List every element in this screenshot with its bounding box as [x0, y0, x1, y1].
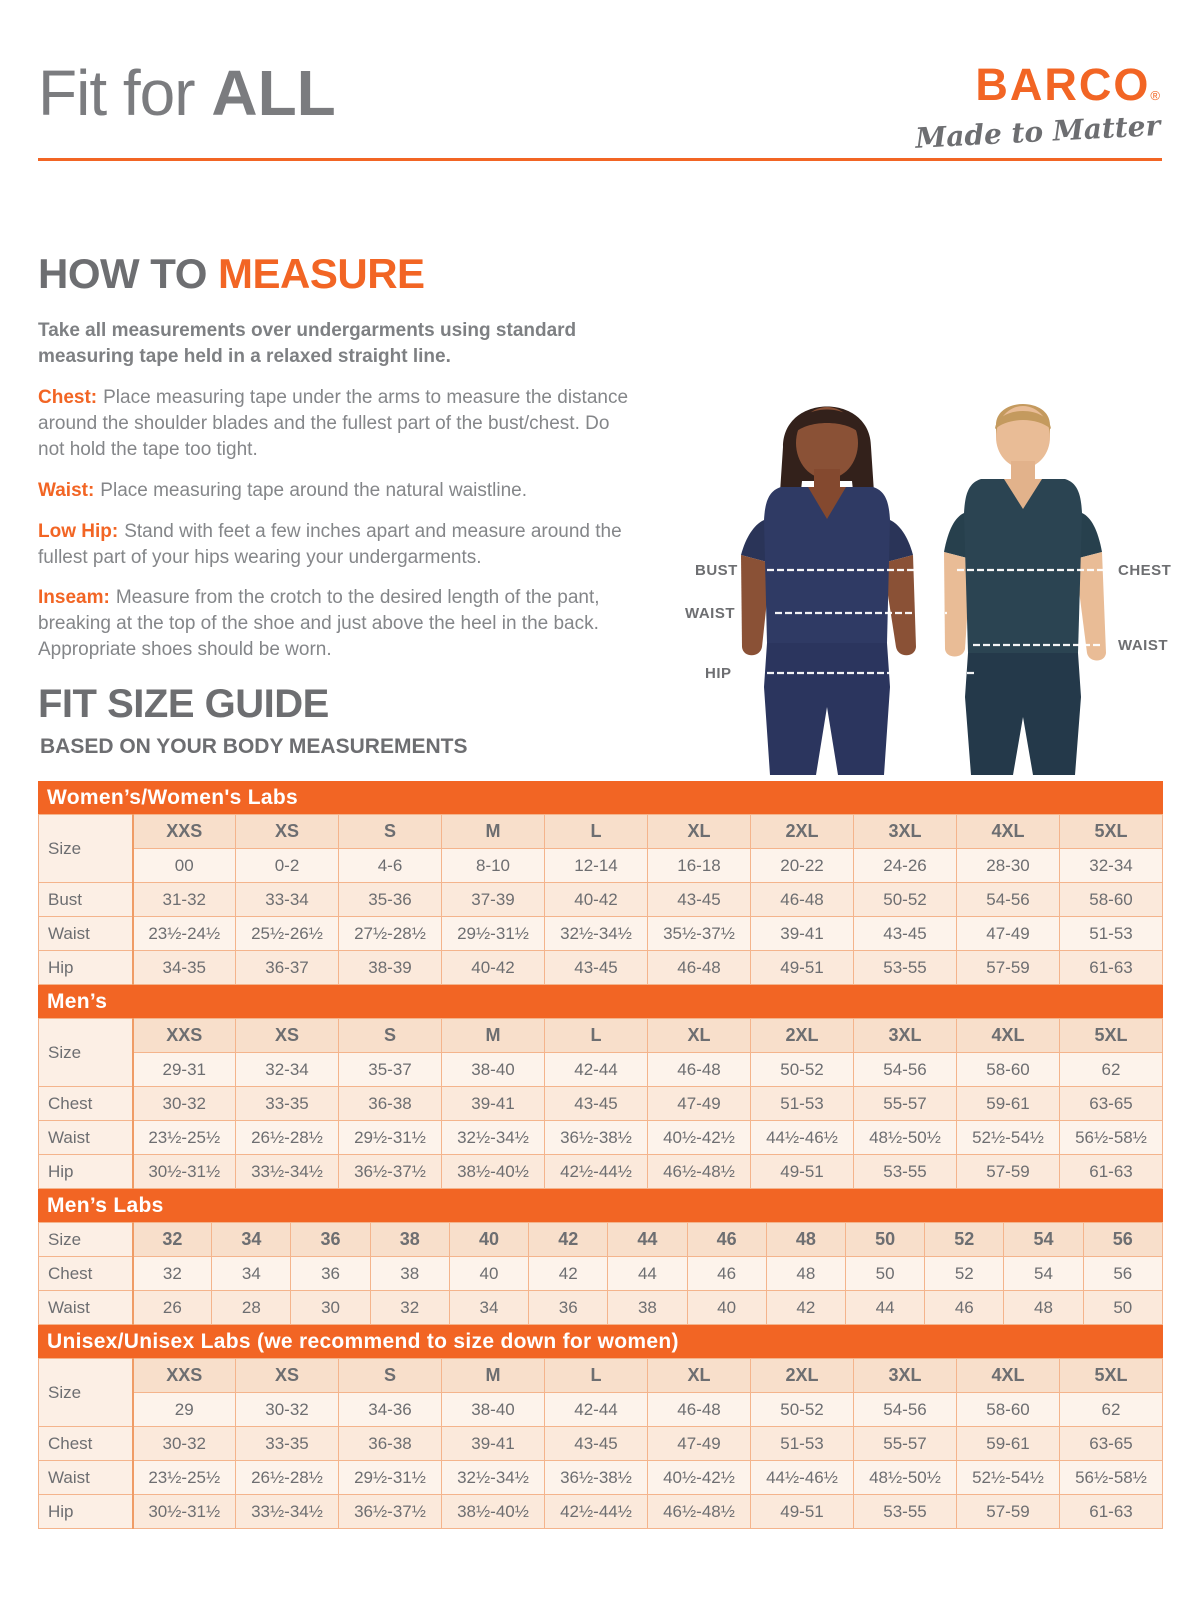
heading-gray-part: HOW TO [38, 250, 219, 297]
measurement-value-cell: 40½-42½ [648, 1121, 751, 1155]
numeric-size-cell: 34-36 [339, 1393, 442, 1427]
measurement-value-cell: 54 [1004, 1257, 1083, 1291]
measure-item-waist [38, 478, 633, 504]
size-header-cell: 44 [608, 1223, 687, 1257]
fit-size-guide-header [38, 682, 467, 759]
numeric-size-cell: 16-18 [648, 849, 751, 883]
measurement-value-cell: 50 [845, 1257, 924, 1291]
measurement-value-cell: 30½-31½ [133, 1155, 236, 1189]
fit-size-guide-title: FIT SIZE GUIDE [38, 682, 329, 726]
numeric-size-cell: 0-2 [236, 849, 339, 883]
size-header-cell: XL [648, 815, 751, 849]
row-label-cell: Waist [39, 917, 133, 951]
measurement-models-illustration [675, 385, 1175, 775]
size-header-cell: 38 [370, 1223, 449, 1257]
measurement-value-cell: 29½-31½ [442, 917, 545, 951]
measurement-value-cell: 55-57 [854, 1087, 957, 1121]
measurement-value-cell: 48 [766, 1257, 845, 1291]
size-header-cell: 46 [687, 1223, 766, 1257]
measurement-value-cell: 38½-40½ [442, 1495, 545, 1529]
measurement-value-cell: 27½-28½ [339, 917, 442, 951]
measurement-value-cell: 57-59 [957, 951, 1060, 985]
measure-item-inseam [38, 585, 633, 662]
measurement-value-cell: 44½-46½ [751, 1461, 854, 1495]
size-table-grid [38, 1018, 1163, 1189]
row-label-cell: Hip [39, 1155, 133, 1189]
measurement-value-cell: 43-45 [545, 1087, 648, 1121]
size-header-cell: 2XL [751, 815, 854, 849]
measure-intro: Take all measurements over undergarments using standard measuring tape held in a relaxed straight line. [38, 320, 577, 368]
measurement-value-cell: 36½-37½ [339, 1155, 442, 1189]
numeric-size-cell: 12-14 [545, 849, 648, 883]
measurement-value-cell: 38 [370, 1257, 449, 1291]
measurement-value-cell: 43-45 [545, 951, 648, 985]
measurement-value-cell: 42 [529, 1257, 608, 1291]
measurement-value-cell: 26 [133, 1291, 212, 1325]
measurement-row [39, 1291, 1163, 1325]
size-header-cell: 5XL [1060, 1019, 1163, 1053]
size-header-cell: 2XL [751, 1019, 854, 1053]
numeric-size-cell: 28-30 [957, 849, 1060, 883]
measurement-value-cell: 51-53 [751, 1427, 854, 1461]
measurement-value-cell: 43-45 [545, 1427, 648, 1461]
measurement-value-cell: 34-35 [133, 951, 236, 985]
size-row-label: Size [39, 1019, 133, 1087]
measure-item-label: Chest: [38, 387, 98, 409]
measurement-value-cell: 54-56 [957, 883, 1060, 917]
size-header-cell: XS [236, 1019, 339, 1053]
numeric-size-cell: 58-60 [957, 1393, 1060, 1427]
size-header-cell: 50 [845, 1223, 924, 1257]
size-header-cell: S [339, 815, 442, 849]
measurement-value-cell: 29½-31½ [339, 1121, 442, 1155]
male-model-figure [944, 404, 1106, 775]
measurement-value-cell: 47-49 [648, 1427, 751, 1461]
table-banner: Unisex/Unisex Labs (we recommend to size down for women) [38, 1325, 1163, 1358]
numeric-size-cell: 54-56 [854, 1393, 957, 1427]
measurement-value-cell: 32 [133, 1257, 212, 1291]
measurement-value-cell: 49-51 [751, 1495, 854, 1529]
measurement-value-cell: 33-35 [236, 1087, 339, 1121]
size-row-label: Size [39, 1223, 133, 1257]
size-header-cell: 34 [212, 1223, 291, 1257]
measurement-row [39, 1155, 1163, 1189]
numeric-size-cell: 58-60 [957, 1053, 1060, 1087]
numeric-size-cell: 42-44 [545, 1053, 648, 1087]
waist-label-left: WAIST [685, 605, 735, 622]
measurement-value-cell: 46 [925, 1291, 1004, 1325]
size-row-label: Size [39, 815, 133, 883]
measurement-value-cell: 23½-25½ [133, 1461, 236, 1495]
measure-item-text: Stand with feet a few inches apart and measure around the fullest part of your hips wearing your undergarments. [38, 520, 622, 568]
size-header-cell: 3XL [854, 1019, 957, 1053]
measurement-value-cell: 56½-58½ [1060, 1121, 1163, 1155]
row-label-cell: Hip [39, 951, 133, 985]
measurement-value-cell: 56½-58½ [1060, 1461, 1163, 1495]
size-header-cell: 36 [291, 1223, 370, 1257]
table-banner: Men’s [38, 985, 1163, 1018]
size-header-cell: S [339, 1359, 442, 1393]
measurement-row [39, 883, 1163, 917]
how-to-measure-heading [38, 250, 638, 298]
numeric-size-cell: 38-40 [442, 1053, 545, 1087]
row-label-cell: Chest [39, 1087, 133, 1121]
measurement-value-cell: 40 [687, 1291, 766, 1325]
measure-item-label: Low Hip: [38, 520, 119, 542]
measurement-value-cell: 36-38 [339, 1087, 442, 1121]
size-header-cell: 5XL [1060, 1359, 1163, 1393]
how-to-measure-section [38, 250, 638, 663]
measurement-value-cell: 46½-48½ [648, 1495, 751, 1529]
sizes-header-row [39, 1019, 1163, 1053]
row-label-cell: Waist [39, 1461, 133, 1495]
measurement-value-cell: 43-45 [648, 883, 751, 917]
sizes-header-row [39, 1223, 1163, 1257]
measurement-value-cell: 51-53 [1060, 917, 1163, 951]
size-header-cell: 4XL [957, 1019, 1060, 1053]
measurement-value-cell: 61-63 [1060, 951, 1163, 985]
measurement-value-cell: 40½-42½ [648, 1461, 751, 1495]
measurement-value-cell: 42½-44½ [545, 1155, 648, 1189]
measurement-value-cell: 33-35 [236, 1427, 339, 1461]
measure-item-low-hip [38, 519, 633, 571]
measurement-value-cell: 36 [291, 1257, 370, 1291]
measurement-value-cell: 34 [212, 1257, 291, 1291]
size-header-cell: 3XL [854, 1359, 957, 1393]
size-header-cell: L [545, 1359, 648, 1393]
numeric-size-cell: 42-44 [545, 1393, 648, 1427]
measurement-value-cell: 30-32 [133, 1427, 236, 1461]
measurement-row [39, 1495, 1163, 1529]
table-banner: Women’s/Women's Labs [38, 781, 1163, 814]
measurement-value-cell: 23½-24½ [133, 917, 236, 951]
measurement-value-cell: 63-65 [1060, 1087, 1163, 1121]
numeric-size-cell: 32-34 [236, 1053, 339, 1087]
measure-item-text: Place measuring tape around the natural waistline. [100, 479, 527, 501]
numeric-size-cell: 4-6 [339, 849, 442, 883]
measurement-value-cell: 51-53 [751, 1087, 854, 1121]
size-header-cell: 2XL [751, 1359, 854, 1393]
size-header-cell: 48 [766, 1223, 845, 1257]
numeric-size-cell: 29-31 [133, 1053, 236, 1087]
measurement-value-cell: 38½-40½ [442, 1155, 545, 1189]
numeric-size-cell: 24-26 [854, 849, 957, 883]
measurement-value-cell: 44 [608, 1257, 687, 1291]
numeric-size-cell: 46-48 [648, 1393, 751, 1427]
size-header-cell: 54 [1004, 1223, 1083, 1257]
measurement-value-cell: 56 [1083, 1257, 1162, 1291]
measurement-value-cell: 40-42 [442, 951, 545, 985]
measurement-value-cell: 47-49 [648, 1087, 751, 1121]
size-header-cell: XS [236, 1359, 339, 1393]
size-header-cell: M [442, 1019, 545, 1053]
measurement-row [39, 1427, 1163, 1461]
numeric-size-cell: 54-56 [854, 1053, 957, 1087]
measurement-value-cell: 48 [1004, 1291, 1083, 1325]
measurement-value-cell: 53-55 [854, 951, 957, 985]
table-banner: Men’s Labs [38, 1189, 1163, 1222]
measurement-value-cell: 28 [212, 1291, 291, 1325]
size-header-cell: XL [648, 1019, 751, 1053]
measurement-value-cell: 25½-26½ [236, 917, 339, 951]
waist-label-right: WAIST [1118, 637, 1168, 654]
size-header-cell: 42 [529, 1223, 608, 1257]
size-header-cell: M [442, 1359, 545, 1393]
measurement-value-cell: 63-65 [1060, 1427, 1163, 1461]
size-header-cell: 32 [133, 1223, 212, 1257]
row-label-cell: Waist [39, 1291, 133, 1325]
measurement-value-cell: 30½-31½ [133, 1495, 236, 1529]
measurement-row [39, 951, 1163, 985]
registered-mark: ® [1150, 88, 1160, 103]
measurement-value-cell: 44½-46½ [751, 1121, 854, 1155]
measurement-value-cell: 49-51 [751, 951, 854, 985]
measurement-value-cell: 32½-34½ [545, 917, 648, 951]
row-label-cell: Chest [39, 1257, 133, 1291]
measurement-value-cell: 47-49 [957, 917, 1060, 951]
measurement-value-cell: 52 [925, 1257, 1004, 1291]
measurement-value-cell: 50 [1083, 1291, 1162, 1325]
row-label-cell: Waist [39, 1121, 133, 1155]
measurement-value-cell: 43-45 [854, 917, 957, 951]
measurement-value-cell: 59-61 [957, 1427, 1060, 1461]
size-header-cell: XXS [133, 1359, 236, 1393]
measurement-value-cell: 42½-44½ [545, 1495, 648, 1529]
measurement-row [39, 1461, 1163, 1495]
size-table [38, 1325, 1163, 1529]
numeric-size-cell: 46-48 [648, 1053, 751, 1087]
measurement-value-cell: 40-42 [545, 883, 648, 917]
row-label-cell: Hip [39, 1495, 133, 1529]
measurement-value-cell: 46-48 [751, 883, 854, 917]
measure-item-chest [38, 385, 633, 462]
measurement-value-cell: 36½-38½ [545, 1461, 648, 1495]
measurement-value-cell: 44 [845, 1291, 924, 1325]
size-row-label: Size [39, 1359, 133, 1427]
measurement-value-cell: 48½-50½ [854, 1461, 957, 1495]
size-header-cell: 52 [925, 1223, 1004, 1257]
brand-tagline: Made to Matter [914, 109, 1161, 155]
numeric-size-cell: 8-10 [442, 849, 545, 883]
size-table-grid [38, 814, 1163, 985]
size-header-cell: XL [648, 1359, 751, 1393]
measurement-value-cell: 53-55 [854, 1495, 957, 1529]
measurement-value-cell: 30 [291, 1291, 370, 1325]
measurement-value-cell: 39-41 [751, 917, 854, 951]
measurement-value-cell: 50-52 [854, 883, 957, 917]
measurement-value-cell: 49-51 [751, 1155, 854, 1189]
page-title [38, 56, 336, 130]
measurement-value-cell: 26½-28½ [236, 1121, 339, 1155]
measurement-value-cell: 53-55 [854, 1155, 957, 1189]
measurement-value-cell: 36-37 [236, 951, 339, 985]
measurement-value-cell: 33-34 [236, 883, 339, 917]
numeric-size-cell: 38-40 [442, 1393, 545, 1427]
measurement-value-cell: 36½-38½ [545, 1121, 648, 1155]
size-header-cell: XS [236, 815, 339, 849]
measurement-value-cell: 33½-34½ [236, 1495, 339, 1529]
size-table-grid [38, 1358, 1163, 1529]
female-model-figure [741, 407, 916, 776]
measurement-value-cell: 40 [449, 1257, 528, 1291]
numeric-size-cell: 62 [1060, 1393, 1163, 1427]
numeric-size-cell: 30-32 [236, 1393, 339, 1427]
row-label-cell: Bust [39, 883, 133, 917]
measurement-value-cell: 29½-31½ [339, 1461, 442, 1495]
measurement-value-cell: 35-36 [339, 883, 442, 917]
measurement-value-cell: 46-48 [648, 951, 751, 985]
size-header-cell: 4XL [957, 1359, 1060, 1393]
measurement-value-cell: 61-63 [1060, 1155, 1163, 1189]
measurement-value-cell: 38 [608, 1291, 687, 1325]
measurement-value-cell: 26½-28½ [236, 1461, 339, 1495]
numeric-size-cell: 00 [133, 849, 236, 883]
measurement-value-cell: 38-39 [339, 951, 442, 985]
size-table [38, 985, 1163, 1189]
measurement-value-cell: 34 [449, 1291, 528, 1325]
measurement-value-cell: 36-38 [339, 1427, 442, 1461]
size-header-cell: 4XL [957, 815, 1060, 849]
brand-name: BARCO [975, 59, 1151, 110]
measurement-row [39, 917, 1163, 951]
size-header-cell: S [339, 1019, 442, 1053]
numeric-sizes-row [39, 1053, 1163, 1087]
measurement-value-cell: 57-59 [957, 1155, 1060, 1189]
size-tables-container [38, 781, 1163, 1529]
fit-size-guide-subtitle: BASED ON YOUR BODY MEASUREMENTS [40, 735, 468, 758]
measurement-value-cell: 32½-34½ [442, 1461, 545, 1495]
page-title-bold: ALL [211, 57, 336, 129]
numeric-size-cell: 50-52 [751, 1393, 854, 1427]
measurement-value-cell: 36½-37½ [339, 1495, 442, 1529]
measure-item-label: Waist: [38, 479, 95, 501]
sizes-header-row [39, 815, 1163, 849]
numeric-size-cell: 62 [1060, 1053, 1163, 1087]
page-title-regular: Fit for [38, 57, 212, 129]
measurement-value-cell: 48½-50½ [854, 1121, 957, 1155]
numeric-size-cell: 29 [133, 1393, 236, 1427]
measurement-value-cell: 35½-37½ [648, 917, 751, 951]
size-table [38, 1189, 1163, 1325]
header-divider [38, 158, 1162, 161]
measurement-value-cell: 32½-34½ [442, 1121, 545, 1155]
size-header-cell: L [545, 1019, 648, 1053]
numeric-size-cell: 32-34 [1060, 849, 1163, 883]
measurement-value-cell: 31-32 [133, 883, 236, 917]
chest-label: CHEST [1118, 562, 1172, 579]
numeric-sizes-row [39, 849, 1163, 883]
size-header-cell: M [442, 815, 545, 849]
size-header-cell: 3XL [854, 815, 957, 849]
size-header-cell: XXS [133, 815, 236, 849]
size-header-cell: L [545, 815, 648, 849]
measure-item-label: Inseam: [38, 587, 110, 609]
measurement-value-cell: 42 [766, 1291, 845, 1325]
row-label-cell: Chest [39, 1427, 133, 1461]
measurement-row [39, 1121, 1163, 1155]
size-header-cell: 5XL [1060, 815, 1163, 849]
hip-label: HIP [705, 665, 732, 682]
size-table [38, 781, 1163, 985]
measurement-value-cell: 59-61 [957, 1087, 1060, 1121]
measurement-value-cell: 32 [370, 1291, 449, 1325]
numeric-size-cell: 35-37 [339, 1053, 442, 1087]
measurement-value-cell: 33½-34½ [236, 1155, 339, 1189]
measurement-value-cell: 46½-48½ [648, 1155, 751, 1189]
measurement-value-cell: 57-59 [957, 1495, 1060, 1529]
size-header-cell: 40 [449, 1223, 528, 1257]
bust-label: BUST [695, 562, 738, 579]
numeric-size-cell: 50-52 [751, 1053, 854, 1087]
measure-item-text: Place measuring tape under the arms to measure the distance around the shoulder blades and the fullest part of the bust/chest. Do not hold the tape too tight. [38, 387, 629, 461]
size-table-grid [38, 1222, 1163, 1325]
measure-item-text: Measure from the crotch to the desired length of the pant, breaking at the top of the shoe and just above the heel in the back. Appropriate shoes should be worn. [38, 587, 600, 661]
measurement-value-cell: 46 [687, 1257, 766, 1291]
numeric-size-cell: 20-22 [751, 849, 854, 883]
sizes-header-row [39, 1359, 1163, 1393]
size-header-cell: 56 [1083, 1223, 1162, 1257]
measurement-value-cell: 52½-54½ [957, 1461, 1060, 1495]
measurement-value-cell: 39-41 [442, 1427, 545, 1461]
measurement-value-cell: 55-57 [854, 1427, 957, 1461]
measurement-value-cell: 39-41 [442, 1087, 545, 1121]
measurement-value-cell: 61-63 [1060, 1495, 1163, 1529]
measurement-row [39, 1087, 1163, 1121]
measurement-value-cell: 36 [529, 1291, 608, 1325]
numeric-sizes-row [39, 1393, 1163, 1427]
measurement-value-cell: 37-39 [442, 883, 545, 917]
measurement-value-cell: 58-60 [1060, 883, 1163, 917]
measurement-row [39, 1257, 1163, 1291]
measurement-value-cell: 30-32 [133, 1087, 236, 1121]
measurement-value-cell: 23½-25½ [133, 1121, 236, 1155]
measurement-value-cell: 52½-54½ [957, 1121, 1060, 1155]
brand-logo [914, 59, 1161, 155]
size-header-cell: XXS [133, 1019, 236, 1053]
heading-orange-part: MEASURE [218, 250, 425, 297]
